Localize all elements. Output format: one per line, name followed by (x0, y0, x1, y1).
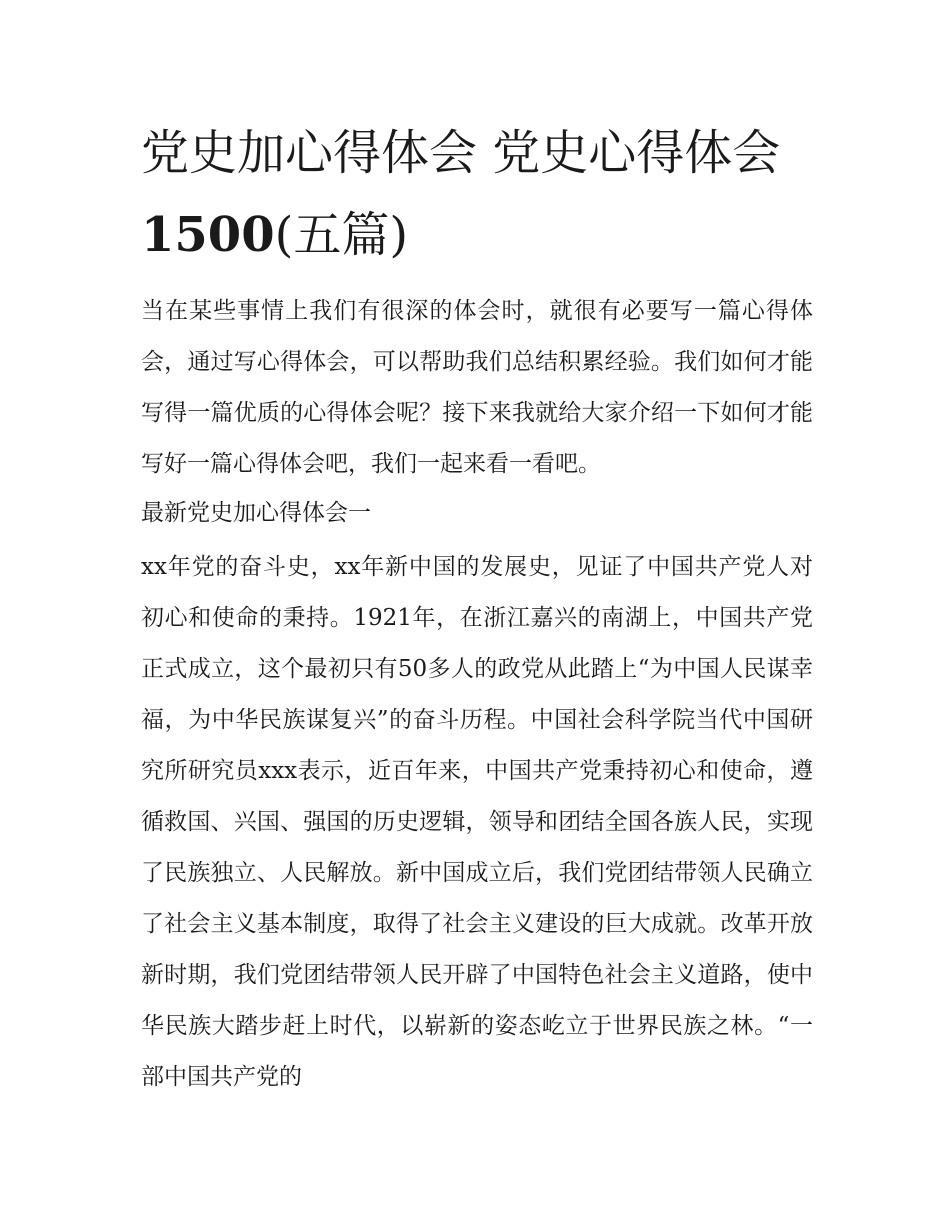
document-title (141, 112, 813, 276)
section-heading: 最新党史加心得体会一 (141, 500, 371, 526)
title-suffix: (五篇) (274, 207, 409, 263)
title-line-1: 党史加心得体会 党史心得体会 (141, 125, 781, 181)
document-page (141, 112, 813, 1103)
title-number: 1500 (141, 207, 275, 263)
body-paragraph: xx年党的奋斗史，xx年新中国的发展史，见证了中国共产党人对初心和使命的秉持。1921年，在浙江嘉兴的南湖上，中国共产党正式成立，这个最初只有50多人的政党从此踏上“为中国人民谋幸福，为中华民族谋复兴”的奋斗历程。中国社会科学院当代中国研究所研究员xxx表示，近百年来，中国共产党秉持初心和使命，遵循救国、兴国、强国的历史逻辑，领导和团结全国各族人民，实现了民族独立、人民解放。新中国成立后，我们党团结带领人民确立了社会主义基本制度，取得了社会主义建设的巨大成就。改革开放新时期，我们党团结带领人民开辟了中国特色社会主义道路，使中华民族大踏步赶上时代，以崭新的姿态屹立于世界民族之林。“一部中国共产党的 (141, 554, 813, 1090)
intro-paragraph: 当在某些事情上我们有很深的体会时，就很有必要写一篇心得体会，通过写心得体会，可以帮助我们总结积累经验。我们如何才能写得一篇优质的心得体会呢？接下来我就给大家介绍一下如何才能写好一篇心得体会吧，我们一起来看一看吧。 (141, 298, 813, 477)
